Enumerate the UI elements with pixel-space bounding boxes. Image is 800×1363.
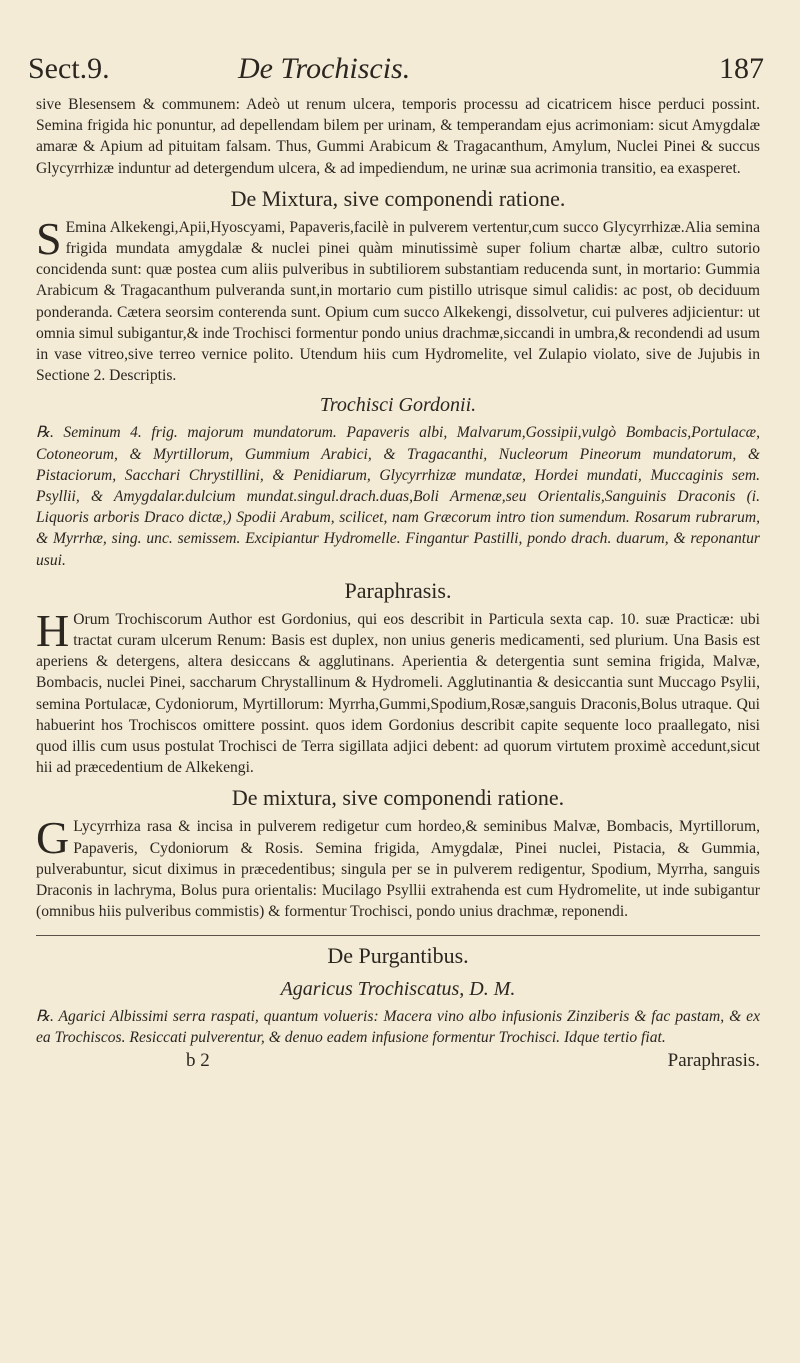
drop-cap-h: H [36, 604, 70, 656]
page-footer [36, 1050, 760, 1076]
paragraph-mixtura-second-text: Lycyrrhiza rasa & incisa in pulverem redigetur cum hordeo,& seminibus Malvæ, Bombacis, Myrtillorum, Papaveris, Cydoniorum & Rosis. Semina frigida, Amygdalæ, Pinei nuclei, Pistacia, & Gummia, pulverabuntur, sicut diximus in præcedentibus; singula per se in pulverem redigentur, Spodium, Myrrha, sanguis Draconis in lachryma, Bolus pura orientalis: Mucilago Psyllii extrahenda est cum Hydromelite, ut inde subigantur (omnibus hiis pulveribus commistis) & formentur Trochisci, pondo unius drachmæ, reponendi. [36, 818, 760, 921]
heading-purgantibus: De Purgantibus. [327, 942, 469, 968]
heading-mixtura: De Mixtura, sive componendi ratione. [230, 185, 566, 211]
recipe-agaricus: ℞. Agarici Albissimi serra raspati, quantum volueris: Macera vino albo infusionis Zinziberis & fac pastam, & ex ea Trochiscos. Resiccati pulverentur, & denuo eadem infusione formentur Trochisci. Idque tertio fiat. [36, 1007, 760, 1046]
heading-trochisci-gordonii: Trochisci Gordonii. [319, 394, 477, 417]
drop-cap-g: G [36, 812, 70, 864]
paragraph-mixtura [36, 212, 760, 387]
page-body [36, 94, 760, 1076]
recipe-gordonii: ℞. Seminum 4. frig. majorum mundatorum. Papaveris albi, Malvarum,Gossipii,vulgò Bombacis,Portulacæ, Cotoneorum, & Myrtillorum, Gummium Arabici, & Tragacanthi, Nucleorum Pineorum mundatorum, & Pistaciorum, Sacchari Chrystillini, & Penidiarum, Glycyrrhizæ mundatæ, Hordei mundati, Muccaginis sem. Psyllii, & Amygdalar.dulcium mundat.singul.drach.duas,Boli Armenæ,seu Orientalis,Sanguinis Draconis (i. Liquoris arboris Draco dictæ,) Spodii Arabum, scilicet, nam Græcorum intro tion sumendum. Rosarum rubrarum, & Myrrhæ, sing. unc. semissem. Excipiantur Hydromelle. Fingantur Pastilli, pondo drach. duarum, & reponantur usui. [36, 424, 760, 569]
running-title: De Trochiscis. [238, 52, 411, 85]
catchword: Paraphrasis. [667, 1049, 760, 1071]
signature-mark: b 2 [186, 1049, 210, 1071]
drop-cap-s: S [36, 212, 62, 264]
page-number: 187 [719, 52, 764, 85]
heading-agaricus: Agaricus Trochiscatus, D. M. [280, 977, 516, 1000]
section-label: Sect.9. [28, 52, 110, 85]
running-header [28, 52, 764, 92]
paragraph-mixtura-second [36, 812, 760, 922]
section-divider [36, 935, 760, 936]
paragraph-paraphrasis-text: Orum Trochiscorum Author est Gordonius, qui eos describit in Particula sexta cap. 10. suæ Practicæ: ubi tractat curam ulcerum Renum: Basis est duplex, non unius generis medicamenti, sed plurium. Una Basis est aperiens & detergens, altera desiccans & agglutinans. Aperientia & detergentia sunt semina frigida, Malvæ, Bombacis, nuclei Pinei, saccharum Chrystallinum & Hydromeli. Agglutinantia & desiccantia sunt Muccago Psylii, semina Portulacæ, Cydoniorum, Myrtillorum: Myrrha,Gummi,Spodium,Rosæ,sanguis Draconis,Bolus utraque. Qui habuerint hos Trochiscos omittere possint. quos idem Gordonius describit capite sequente loco praallegato, nisi quod illis cum usus postulat Trochisci de Terra sigillata adjici debent: ad quorum virtutem proximè accedunt,sicut hii ad præcedentium de Alkekengi. [36, 610, 760, 777]
heading-paraphrasis: Paraphrasis. [344, 577, 452, 603]
paragraph-paraphrasis [36, 604, 760, 779]
paragraph-continuation: sive Blesensem & communem: Adeò ut renum ulcera, temporis processu ad cicatricem hisce perduci possint. Semina frigida hic ponuntur, ad depellendam bilem per urinam, & temperandam ejus acrimoniam: sicut Amygdalæ amaræ & Apium ad pituitam falsam. Thus, Gummi Arabicum & Tragacanthum, Amylum, Nuclei Pinei & succus Glycyrrhizæ induntur ad detergendum ulcera, & ad impediendum, ne urinæ sua acrimonia transitio, ea exasperet. [36, 96, 760, 177]
heading-mixtura-second: De mixtura, sive componendi ratione. [231, 785, 565, 811]
paragraph-mixtura-text: Emina Alkekengi,Apii,Hyoscyami, Papaveris,facilè in pulverem vertentur,cum succo Glycyrrhizæ.Alia semina frigida mundata amygdalæ & nuclei pinei quàm minutissimè super folium chartæ albæ, cultro sutorio concidenda sunt: quæ postea cum aliis pulveribus in subtiliorem substantiam reducenda sunt, in mortario: Gummia Arabicum & Tragacanthum pulveranda sunt,in mortario cum pistillo utrisque simul calidis: ac post, ob deciduum ponderanda. Cætera seorsim conterenda sunt. Opium cum succo Alkekengi, dissolvetur, cui pulveres adjicientur: ut omnia simul subigantur,& inde Trochisci formentur pondo unius drachmæ,siccandi in umbra,& recondendi ad usum in vase vitreo,sive terreo vernice polito. Utendum hiis cum Hydromelite, vel Zulapio violato, sive de Jujubis in Sectione 2. Descriptis. [36, 218, 760, 385]
